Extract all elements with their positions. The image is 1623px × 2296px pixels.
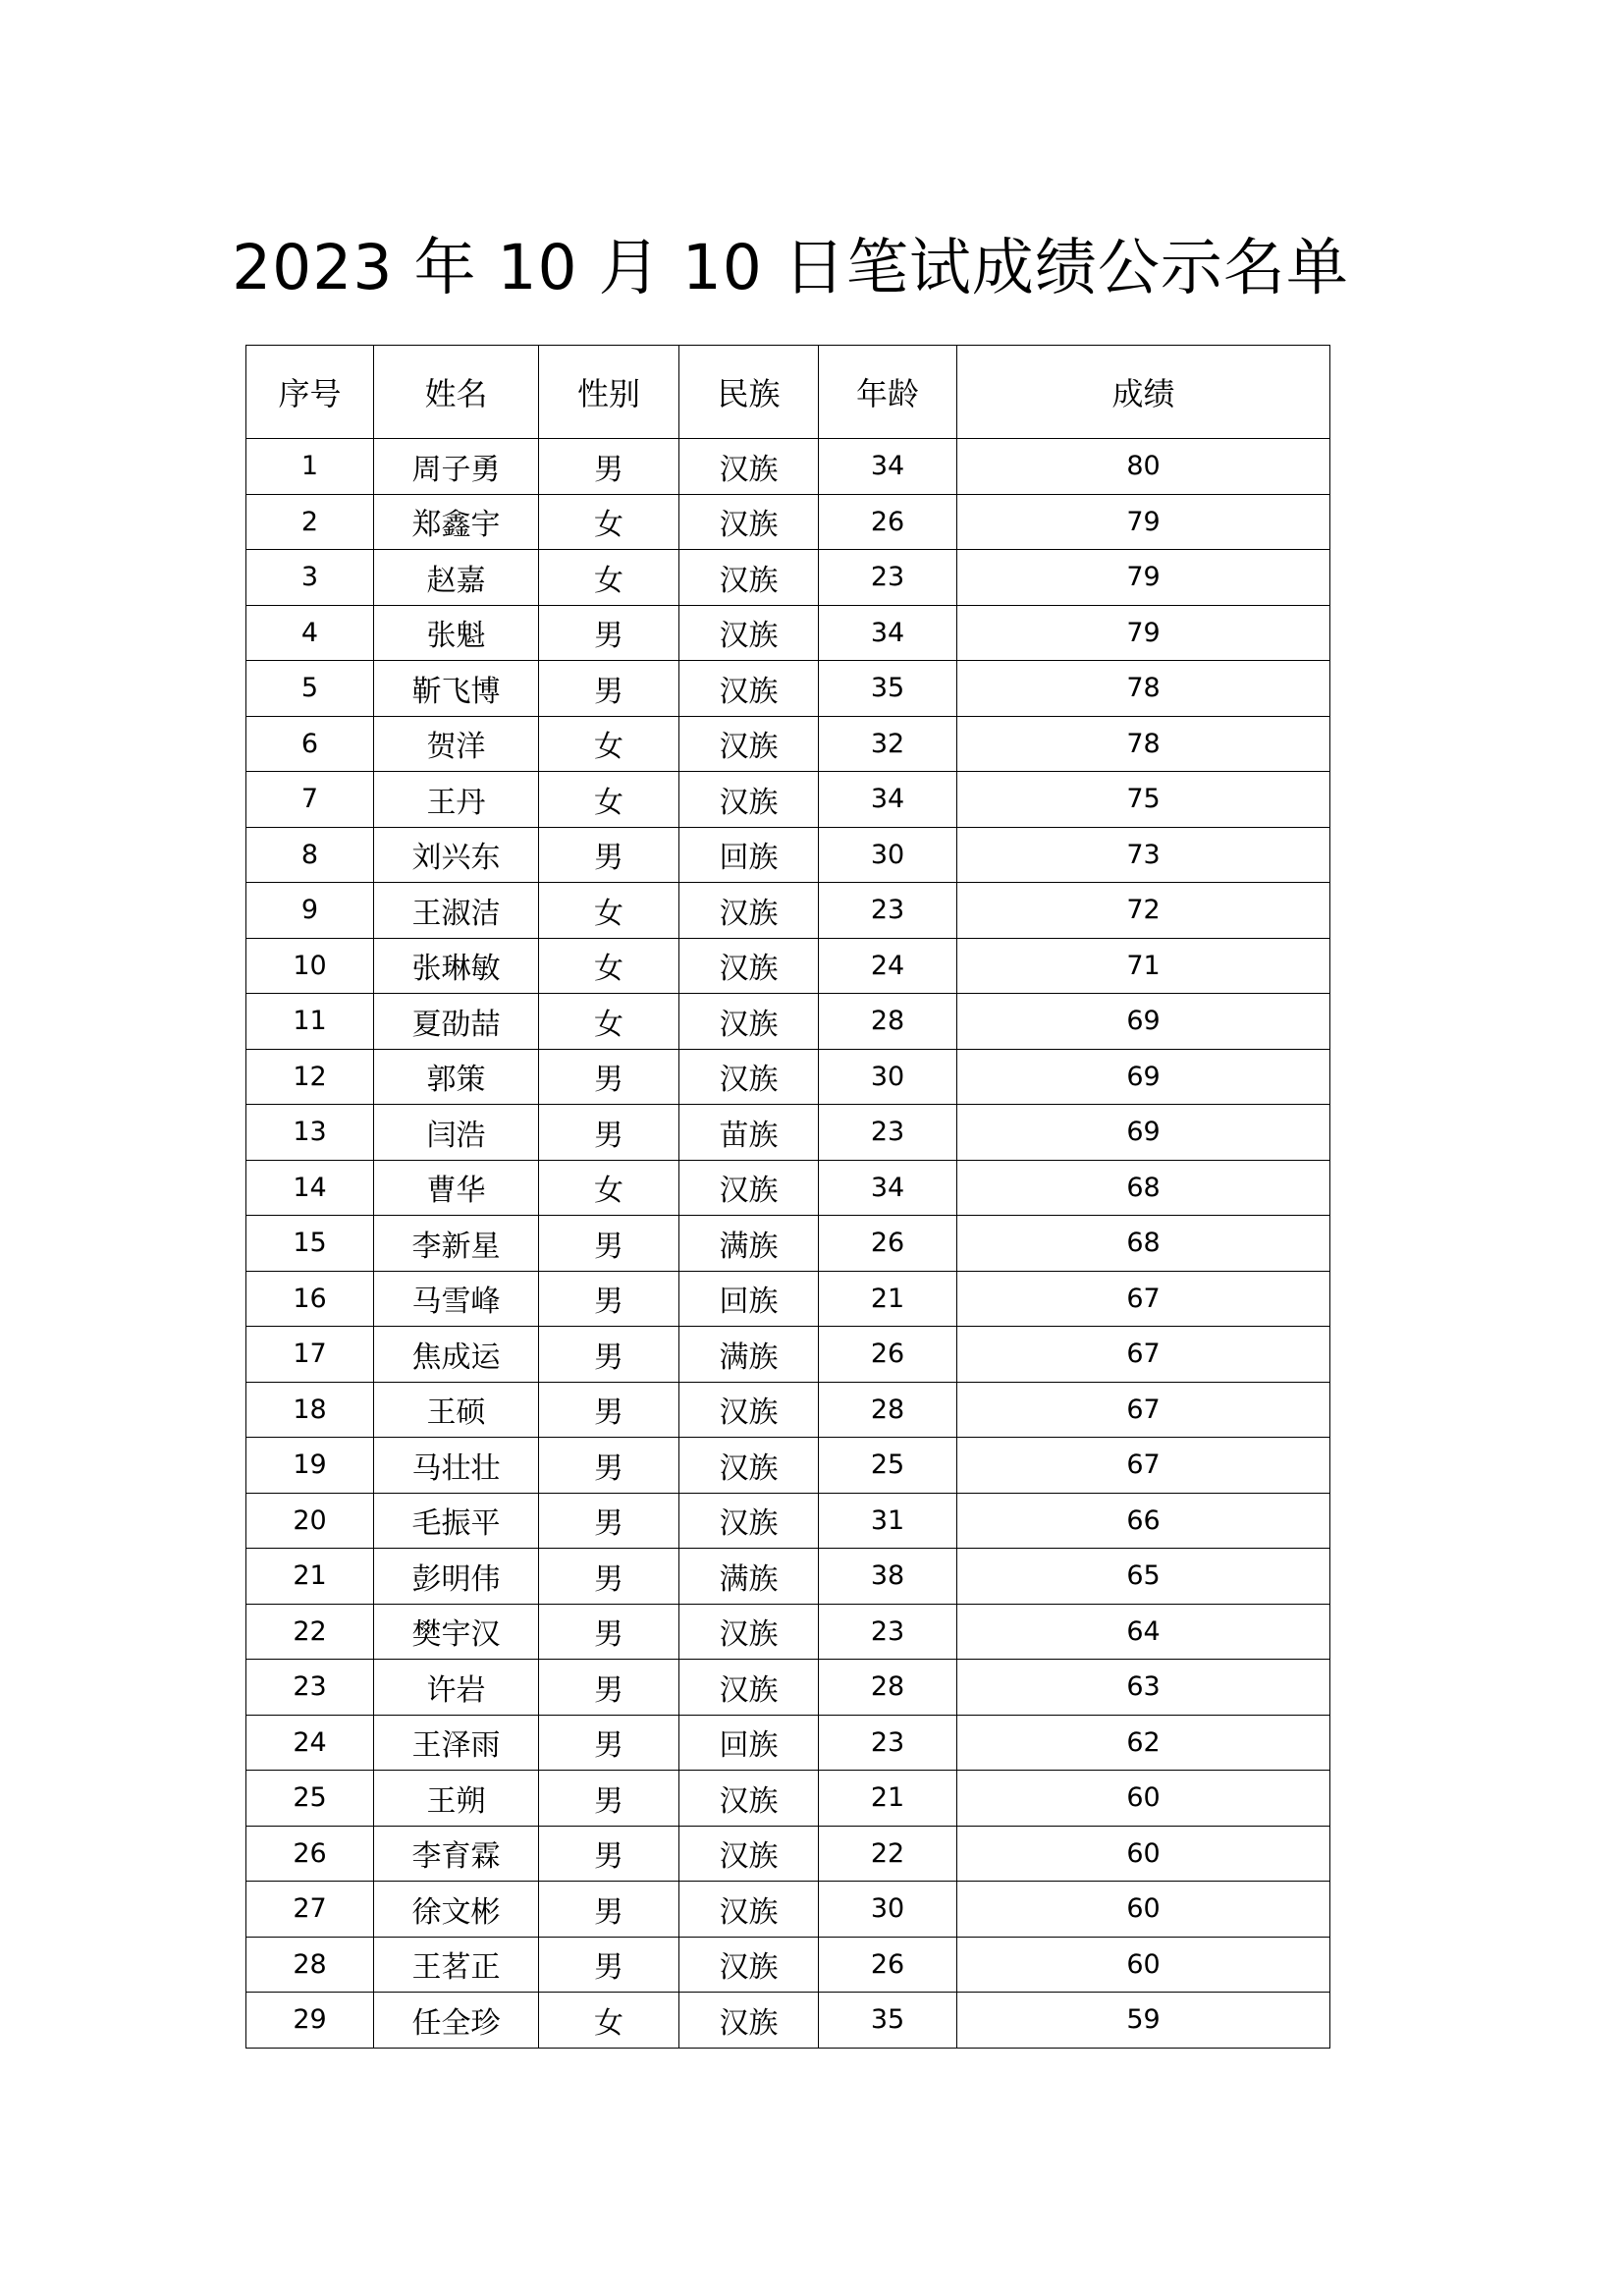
cell-ethnicity: 汉族 (679, 1160, 819, 1216)
cell-score: 80 (957, 439, 1330, 495)
cell-ethnicity: 汉族 (679, 716, 819, 772)
cell-name: 王茗正 (374, 1937, 539, 1993)
cell-name: 王泽雨 (374, 1715, 539, 1771)
cell-ethnicity: 回族 (679, 1715, 819, 1771)
cell-age: 23 (819, 1105, 957, 1161)
table-row (246, 1660, 1330, 1716)
cell-age: 23 (819, 1715, 957, 1771)
cell-ethnicity: 汉族 (679, 1882, 819, 1938)
cell-score: 72 (957, 883, 1330, 939)
table-row (246, 1216, 1330, 1272)
table-row (246, 1771, 1330, 1827)
cell-number: 24 (246, 1715, 374, 1771)
cell-score: 69 (957, 994, 1330, 1050)
cell-age: 23 (819, 550, 957, 606)
cell-gender: 男 (539, 605, 679, 661)
cell-score: 69 (957, 1049, 1330, 1105)
cell-ethnicity: 汉族 (679, 1382, 819, 1438)
cell-gender: 男 (539, 1604, 679, 1660)
cell-age: 26 (819, 1327, 957, 1383)
cell-ethnicity: 汉族 (679, 1660, 819, 1716)
header-age: 年龄 (819, 346, 957, 439)
cell-number: 12 (246, 1049, 374, 1105)
cell-gender: 女 (539, 994, 679, 1050)
cell-name: 王丹 (374, 772, 539, 828)
cell-name: 张琳敏 (374, 938, 539, 994)
cell-name: 樊宇汉 (374, 1604, 539, 1660)
cell-score: 64 (957, 1604, 1330, 1660)
cell-gender: 男 (539, 1715, 679, 1771)
cell-age: 21 (819, 1771, 957, 1827)
cell-name: 马雪峰 (374, 1271, 539, 1327)
table-row (246, 1049, 1330, 1105)
score-table (245, 345, 1330, 2049)
table-row (246, 994, 1330, 1050)
cell-gender: 男 (539, 1438, 679, 1494)
cell-ethnicity: 汉族 (679, 605, 819, 661)
cell-score: 73 (957, 827, 1330, 883)
header-score: 成绩 (957, 346, 1330, 439)
cell-ethnicity: 汉族 (679, 772, 819, 828)
cell-score: 79 (957, 605, 1330, 661)
cell-gender: 女 (539, 772, 679, 828)
cell-age: 26 (819, 1216, 957, 1272)
cell-gender: 男 (539, 1771, 679, 1827)
cell-score: 65 (957, 1549, 1330, 1605)
table-body (246, 439, 1330, 2049)
cell-name: 李新星 (374, 1216, 539, 1272)
cell-number: 7 (246, 772, 374, 828)
cell-name: 郑鑫宇 (374, 494, 539, 550)
table-row (246, 1937, 1330, 1993)
cell-ethnicity: 汉族 (679, 439, 819, 495)
cell-gender: 男 (539, 1549, 679, 1605)
table-row (246, 716, 1330, 772)
cell-number: 26 (246, 1826, 374, 1882)
cell-age: 21 (819, 1271, 957, 1327)
cell-age: 23 (819, 1604, 957, 1660)
header-gender: 性别 (539, 346, 679, 439)
cell-ethnicity: 汉族 (679, 1493, 819, 1549)
table-row (246, 1105, 1330, 1161)
cell-age: 34 (819, 605, 957, 661)
cell-ethnicity: 汉族 (679, 883, 819, 939)
cell-ethnicity: 汉族 (679, 1438, 819, 1494)
table-row (246, 1271, 1330, 1327)
cell-ethnicity: 汉族 (679, 1826, 819, 1882)
cell-score: 69 (957, 1105, 1330, 1161)
cell-age: 30 (819, 827, 957, 883)
cell-gender: 男 (539, 1660, 679, 1716)
cell-number: 22 (246, 1604, 374, 1660)
cell-number: 4 (246, 605, 374, 661)
cell-gender: 男 (539, 1327, 679, 1383)
cell-number: 21 (246, 1549, 374, 1605)
cell-name: 王硕 (374, 1382, 539, 1438)
cell-name: 彭明伟 (374, 1549, 539, 1605)
cell-gender: 男 (539, 1882, 679, 1938)
table-row (246, 1549, 1330, 1605)
cell-score: 60 (957, 1771, 1330, 1827)
cell-age: 34 (819, 439, 957, 495)
table-row (246, 605, 1330, 661)
table-row (246, 1826, 1330, 1882)
cell-gender: 男 (539, 827, 679, 883)
cell-ethnicity: 汉族 (679, 994, 819, 1050)
cell-age: 34 (819, 1160, 957, 1216)
cell-score: 71 (957, 938, 1330, 994)
cell-number: 3 (246, 550, 374, 606)
table-row (246, 1438, 1330, 1494)
cell-age: 30 (819, 1049, 957, 1105)
cell-score: 75 (957, 772, 1330, 828)
cell-number: 18 (246, 1382, 374, 1438)
cell-number: 25 (246, 1771, 374, 1827)
cell-number: 29 (246, 1993, 374, 2049)
table-row (246, 1493, 1330, 1549)
cell-score: 60 (957, 1937, 1330, 1993)
cell-name: 许岩 (374, 1660, 539, 1716)
cell-ethnicity: 苗族 (679, 1105, 819, 1161)
table-row (246, 550, 1330, 606)
cell-ethnicity: 回族 (679, 1271, 819, 1327)
cell-score: 66 (957, 1493, 1330, 1549)
cell-name: 闫浩 (374, 1105, 539, 1161)
table-row (246, 1882, 1330, 1938)
cell-number: 16 (246, 1271, 374, 1327)
cell-number: 20 (246, 1493, 374, 1549)
cell-age: 26 (819, 1937, 957, 1993)
cell-ethnicity: 汉族 (679, 1993, 819, 2049)
header-number: 序号 (246, 346, 374, 439)
cell-number: 2 (246, 494, 374, 550)
cell-age: 25 (819, 1438, 957, 1494)
cell-number: 23 (246, 1660, 374, 1716)
cell-name: 郭策 (374, 1049, 539, 1105)
cell-ethnicity: 满族 (679, 1549, 819, 1605)
cell-name: 赵嘉 (374, 550, 539, 606)
cell-gender: 男 (539, 1105, 679, 1161)
cell-ethnicity: 汉族 (679, 1604, 819, 1660)
cell-gender: 男 (539, 1049, 679, 1105)
cell-number: 15 (246, 1216, 374, 1272)
cell-score: 60 (957, 1882, 1330, 1938)
cell-gender: 女 (539, 883, 679, 939)
cell-score: 68 (957, 1160, 1330, 1216)
cell-number: 8 (246, 827, 374, 883)
cell-name: 周子勇 (374, 439, 539, 495)
cell-age: 35 (819, 1993, 957, 2049)
cell-ethnicity: 汉族 (679, 494, 819, 550)
cell-name: 徐文彬 (374, 1882, 539, 1938)
cell-age: 31 (819, 1493, 957, 1549)
cell-score: 63 (957, 1660, 1330, 1716)
cell-ethnicity: 汉族 (679, 1049, 819, 1105)
cell-ethnicity: 满族 (679, 1216, 819, 1272)
cell-gender: 女 (539, 716, 679, 772)
cell-number: 9 (246, 883, 374, 939)
cell-gender: 男 (539, 1382, 679, 1438)
cell-ethnicity: 汉族 (679, 550, 819, 606)
cell-name: 贺洋 (374, 716, 539, 772)
cell-name: 夏劭喆 (374, 994, 539, 1050)
cell-number: 10 (246, 938, 374, 994)
cell-score: 67 (957, 1271, 1330, 1327)
cell-gender: 女 (539, 1160, 679, 1216)
cell-score: 68 (957, 1216, 1330, 1272)
cell-gender: 女 (539, 1993, 679, 2049)
cell-number: 11 (246, 994, 374, 1050)
cell-ethnicity: 满族 (679, 1327, 819, 1383)
cell-age: 38 (819, 1549, 957, 1605)
cell-score: 67 (957, 1438, 1330, 1494)
cell-name: 马壮壮 (374, 1438, 539, 1494)
table-row (246, 439, 1330, 495)
cell-ethnicity: 汉族 (679, 938, 819, 994)
cell-name: 刘兴东 (374, 827, 539, 883)
header-name: 姓名 (374, 346, 539, 439)
table-header-row (246, 346, 1330, 439)
cell-gender: 女 (539, 550, 679, 606)
cell-age: 22 (819, 1826, 957, 1882)
cell-name: 靳飞博 (374, 661, 539, 717)
cell-name: 王朔 (374, 1771, 539, 1827)
cell-gender: 女 (539, 494, 679, 550)
cell-score: 60 (957, 1826, 1330, 1882)
cell-number: 27 (246, 1882, 374, 1938)
cell-name: 王淑洁 (374, 883, 539, 939)
header-ethnicity: 民族 (679, 346, 819, 439)
table-row (246, 883, 1330, 939)
cell-gender: 男 (539, 1493, 679, 1549)
table-row (246, 938, 1330, 994)
cell-name: 任全珍 (374, 1993, 539, 2049)
cell-age: 26 (819, 494, 957, 550)
cell-score: 62 (957, 1715, 1330, 1771)
cell-ethnicity: 汉族 (679, 661, 819, 717)
table-row (246, 1382, 1330, 1438)
cell-number: 5 (246, 661, 374, 717)
cell-number: 28 (246, 1937, 374, 1993)
cell-age: 34 (819, 772, 957, 828)
cell-number: 6 (246, 716, 374, 772)
cell-number: 14 (246, 1160, 374, 1216)
cell-number: 17 (246, 1327, 374, 1383)
cell-gender: 男 (539, 1216, 679, 1272)
cell-score: 67 (957, 1382, 1330, 1438)
cell-gender: 男 (539, 439, 679, 495)
cell-name: 曹华 (374, 1160, 539, 1216)
cell-age: 35 (819, 661, 957, 717)
table-row (246, 1993, 1330, 2049)
table-row (246, 1604, 1330, 1660)
cell-age: 24 (819, 938, 957, 994)
cell-ethnicity: 汉族 (679, 1937, 819, 1993)
cell-gender: 男 (539, 1826, 679, 1882)
cell-number: 1 (246, 439, 374, 495)
cell-score: 59 (957, 1993, 1330, 2049)
page-title: 2023 年 10 月 10 日笔试成绩公示名单 (232, 232, 1349, 303)
table-row (246, 772, 1330, 828)
table-row (246, 1160, 1330, 1216)
cell-score: 79 (957, 494, 1330, 550)
cell-score: 79 (957, 550, 1330, 606)
cell-gender: 男 (539, 1271, 679, 1327)
table-row (246, 661, 1330, 717)
cell-age: 32 (819, 716, 957, 772)
cell-name: 张魁 (374, 605, 539, 661)
cell-gender: 男 (539, 1937, 679, 1993)
cell-age: 30 (819, 1882, 957, 1938)
cell-number: 19 (246, 1438, 374, 1494)
cell-age: 23 (819, 883, 957, 939)
cell-number: 13 (246, 1105, 374, 1161)
cell-ethnicity: 汉族 (679, 1771, 819, 1827)
cell-ethnicity: 回族 (679, 827, 819, 883)
cell-age: 28 (819, 994, 957, 1050)
cell-name: 焦成运 (374, 1327, 539, 1383)
cell-score: 78 (957, 661, 1330, 717)
cell-gender: 女 (539, 938, 679, 994)
cell-age: 28 (819, 1382, 957, 1438)
table-row (246, 1327, 1330, 1383)
table-row (246, 494, 1330, 550)
cell-gender: 男 (539, 661, 679, 717)
cell-age: 28 (819, 1660, 957, 1716)
cell-score: 78 (957, 716, 1330, 772)
cell-name: 李育霖 (374, 1826, 539, 1882)
table-row (246, 1715, 1330, 1771)
table-row (246, 827, 1330, 883)
cell-name: 毛振平 (374, 1493, 539, 1549)
cell-score: 67 (957, 1327, 1330, 1383)
